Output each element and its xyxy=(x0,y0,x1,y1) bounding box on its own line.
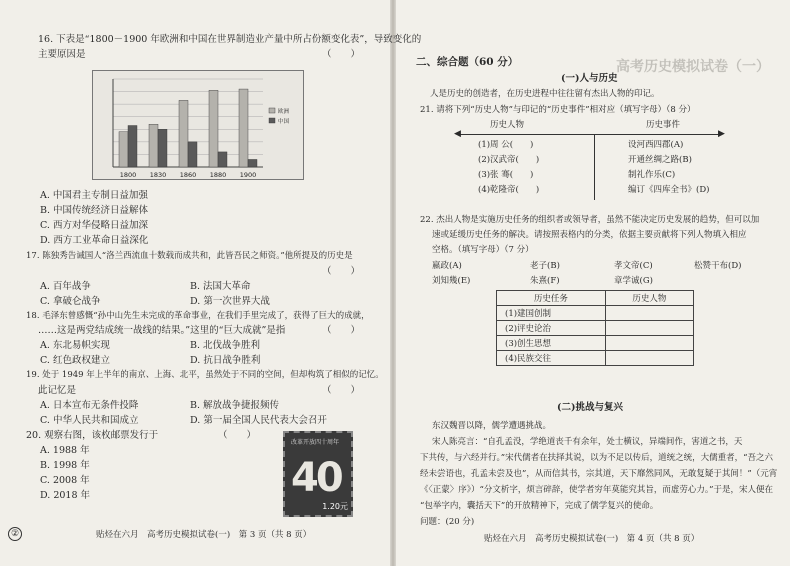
reform-40-stamp xyxy=(283,431,353,517)
q19-option-b[interactable]: B. 解放战争捷报频传 xyxy=(190,400,280,411)
table-row xyxy=(497,336,694,351)
q16-answer-bracket: （ ） xyxy=(322,49,361,60)
section2-title: 二、综合题（60 分） xyxy=(416,56,519,68)
task-cell: (3)创生思想 xyxy=(497,336,606,351)
chart-labels xyxy=(120,171,257,179)
q21-event-d: 编订《四库全书》(D) xyxy=(628,185,710,195)
sub1-title: (一)人与历史 xyxy=(561,73,618,84)
q21-person-3[interactable]: (3)张 骞( ) xyxy=(478,170,534,180)
arrow-right-icon: ▶ xyxy=(718,129,725,139)
task-cell: (2)评史论治 xyxy=(497,321,606,336)
q19-option-d[interactable]: D. 第一届全国人民代表大会召开 xyxy=(190,415,327,426)
q21-col-people: 历史人物 xyxy=(490,120,525,130)
bar-欧洲-1860 xyxy=(179,100,188,167)
col-task: 历史任务 xyxy=(497,291,606,306)
q22-person-c: 孝文帝(C) xyxy=(614,261,653,271)
q21-col-events: 历史事件 xyxy=(646,120,681,130)
q-prompt: 问题：(20 分) xyxy=(420,517,475,527)
q16-stem-line1: 16. 下表是“1800－1900 年欧洲和中国在世界制造业产量中所占份额变化表”，导致变化的 xyxy=(38,34,422,45)
q21-event-b: 开通丝绸之路(B) xyxy=(628,155,692,165)
answer-cell[interactable] xyxy=(605,351,693,366)
bar-欧洲-1880 xyxy=(209,90,218,167)
q18-option-a[interactable]: A. 东北易帜实现 xyxy=(40,340,110,351)
legend-label: 中国 xyxy=(278,119,290,125)
stamp-value: 1.20元 xyxy=(322,502,348,511)
q17-stem-line1: 17. 陈独秀告诫国人“洛兰西流血十数载而成共和，此皆吾民之师资。”他所提及的历史是 xyxy=(26,251,353,261)
q19-option-a[interactable]: A. 日本宣布无条件投降 xyxy=(40,400,139,411)
book-spine xyxy=(390,0,396,566)
q19-option-c[interactable]: C. 中华人民共和国成立 xyxy=(40,415,139,426)
q16-option-b[interactable]: B. 中国传统经济日益解体 xyxy=(40,205,149,216)
q18-option-b[interactable]: B. 北伐战争胜利 xyxy=(190,340,261,351)
table-row xyxy=(497,321,694,336)
table-row xyxy=(497,306,694,321)
q20-answer-bracket: （ ） xyxy=(218,430,257,441)
q21-intro: 人是历史的创造者，在历史进程中往往留有杰出人物的印记。 xyxy=(430,89,660,99)
bar-中国-1900 xyxy=(248,159,257,167)
passage-line-1: 东汉魏晋以降，儒学遭遇挑战。 xyxy=(432,421,552,431)
x-tick-label: 1860 xyxy=(179,171,197,179)
q18-stem-line2: ……这是两党结成统一战线的结果。”这里的“巨大成就”是指 xyxy=(38,325,286,336)
task-cell: (4)民族交往 xyxy=(497,351,606,366)
q22-task-table xyxy=(496,290,694,366)
table-header-row xyxy=(497,291,694,306)
legend-swatch xyxy=(269,118,275,123)
passage-line-6: “包举字内，囊括天下”的开放精神下，完成了儒学复兴的使命。 xyxy=(420,501,659,511)
right-footer: 贴烃在六月 高考历史模拟试卷(一) 第 4 页（共 8 页） xyxy=(484,534,700,544)
stamp-title: 改革开放四十周年 xyxy=(291,439,340,446)
q22-stem-line2: 速或延缓历史任务的解决。请按照表格内的分类，依据主要贡献将下列人物填入相应 xyxy=(432,230,747,240)
q21-event-a: 设河西四郡(A) xyxy=(628,140,684,150)
q20-option-d[interactable]: D. 2018 年 xyxy=(40,490,91,501)
q16-option-c[interactable]: C. 西方对华侵略日益加深 xyxy=(40,220,148,231)
q20-option-c[interactable]: C. 2008 年 xyxy=(40,475,90,486)
q19-answer-bracket: （ ） xyxy=(322,385,361,396)
page-circle-number: ② xyxy=(8,527,22,541)
q21-person-4[interactable]: (4)乾隆帝( ) xyxy=(478,185,540,195)
table-row xyxy=(497,351,694,366)
q16-stem-line2: 主要原因是 xyxy=(38,49,86,60)
chart-legend xyxy=(269,107,290,125)
x-tick-label: 1880 xyxy=(209,171,227,179)
answer-cell[interactable] xyxy=(605,306,693,321)
stamp-number: 40 xyxy=(291,455,341,501)
passage-line-3: 下共传，与六经并行。”宋代儒者在扶择其说，以为不足以传后，道统之统，大儒重者，“吾之六 xyxy=(420,453,773,463)
q21-stem: 21. 请将下列“历史人物”与印记的“历史事件”相对应（填写字母）（8 分） xyxy=(420,105,696,115)
q19-stem-line2: 此记忆是 xyxy=(38,385,77,396)
chart-svg xyxy=(93,71,305,181)
passage-line-2: 宋人陈亮言：“自孔孟没，学绝道丧千有余年，处士横议，异端间作，害道之书，天 xyxy=(432,437,743,447)
q22-stem-line3: 空格。（填写字母）（7 分） xyxy=(432,245,534,255)
q21-event-c: 制礼作乐(C) xyxy=(628,170,676,180)
manufacturing-share-chart xyxy=(92,70,304,180)
bar-欧洲-1800 xyxy=(119,132,128,167)
x-tick-label: 1900 xyxy=(239,171,257,179)
q22-person-b: 老子(B) xyxy=(530,261,560,271)
q20-option-a[interactable]: A. 1988 年 xyxy=(40,445,90,456)
q20-option-b[interactable]: B. 1998 年 xyxy=(40,460,90,471)
q18-answer-bracket: （ ） xyxy=(322,325,361,336)
legend-swatch xyxy=(269,108,275,113)
q17-option-a[interactable]: A. 百年战争 xyxy=(40,281,91,292)
col-person: 历史人物 xyxy=(605,291,693,306)
q22-person-f: 朱熹(F) xyxy=(530,276,560,286)
q18-stem-line1: 18. 毛泽东曾感慨“孙中山先生未完成的革命事业，在我们手里完成了，获得了巨大的成就， xyxy=(26,311,370,321)
answer-cell[interactable] xyxy=(605,336,693,351)
task-cell: (1)建国创制 xyxy=(497,306,606,321)
q21-person-1[interactable]: (1)周 公( ) xyxy=(478,140,534,150)
q17-option-c[interactable]: C. 拿破仑战争 xyxy=(40,296,101,307)
q22-person-g: 章学诚(G) xyxy=(614,276,653,286)
passage-line-5: 《〈正蒙〉序》）“分文析字，烦言碎辞，使学者穷年莫能究其旨，而虚劳心力。”于是，宋人便在 xyxy=(420,485,773,495)
answer-cell[interactable] xyxy=(605,321,693,336)
q22-person-d: 松赞干布(D) xyxy=(694,261,742,271)
bar-欧洲-1900 xyxy=(239,89,248,167)
q16-option-a[interactable]: A. 中国君主专制日益加强 xyxy=(40,190,148,201)
sub2-title: (二)挑战与复兴 xyxy=(557,402,623,413)
q16-option-d[interactable]: D. 西方工业革命日益深化 xyxy=(40,235,149,246)
q21-person-2[interactable]: (2)汉武帝( ) xyxy=(478,155,540,165)
x-tick-label: 1830 xyxy=(149,171,167,179)
q17-answer-bracket: （ ） xyxy=(322,266,361,277)
bar-中国-1880 xyxy=(218,152,227,167)
bar-欧洲-1830 xyxy=(149,124,158,167)
q22-person-a: 嬴政(A) xyxy=(432,261,462,271)
arrow-left-icon: ◀ xyxy=(454,129,461,139)
legend-label: 欧洲 xyxy=(278,109,290,115)
bar-中国-1830 xyxy=(158,129,167,167)
q17-option-d[interactable]: D. 第一次世界大战 xyxy=(190,296,270,307)
q18-option-c[interactable]: C. 红色政权建立 xyxy=(40,355,110,366)
q21-divider xyxy=(594,134,595,200)
q18-option-d[interactable]: D. 抗日战争胜利 xyxy=(190,355,261,366)
left-footer: 贴烃在六月 高考历史模拟试卷(一) 第 3 页（共 8 页） xyxy=(96,530,312,540)
passage-line-4: 经未尝语也，孔孟未尝及也”，从而信其书，宗其道，天下靡然同风，无敢复疑于其间！”（元宵 xyxy=(420,469,778,479)
q17-option-b[interactable]: B. 法国大革命 xyxy=(190,281,251,292)
ghost-header: 高考历史模拟试卷（一） xyxy=(616,59,770,75)
q20-stem-line1: 20. 观察右图，该枚邮票发行于 xyxy=(26,430,159,441)
timeline-arrow xyxy=(458,134,722,135)
bar-中国-1800 xyxy=(128,126,137,167)
x-tick-label: 1800 xyxy=(119,171,137,179)
q22-stem-line1: 22. 杰出人物是实施历史任务的组织者或领导者，虽然不能决定历史发展的趋势，但可以加 xyxy=(420,215,760,225)
bar-中国-1860 xyxy=(188,142,197,167)
q19-stem-line1: 19. 处于 1949 年上半年的南京、上海、北平，虽然处于不同的空间，但却构筑了相似的记忆。 xyxy=(26,370,384,380)
q22-person-e: 刘知幾(E) xyxy=(432,276,471,286)
chart-bars xyxy=(119,89,257,167)
